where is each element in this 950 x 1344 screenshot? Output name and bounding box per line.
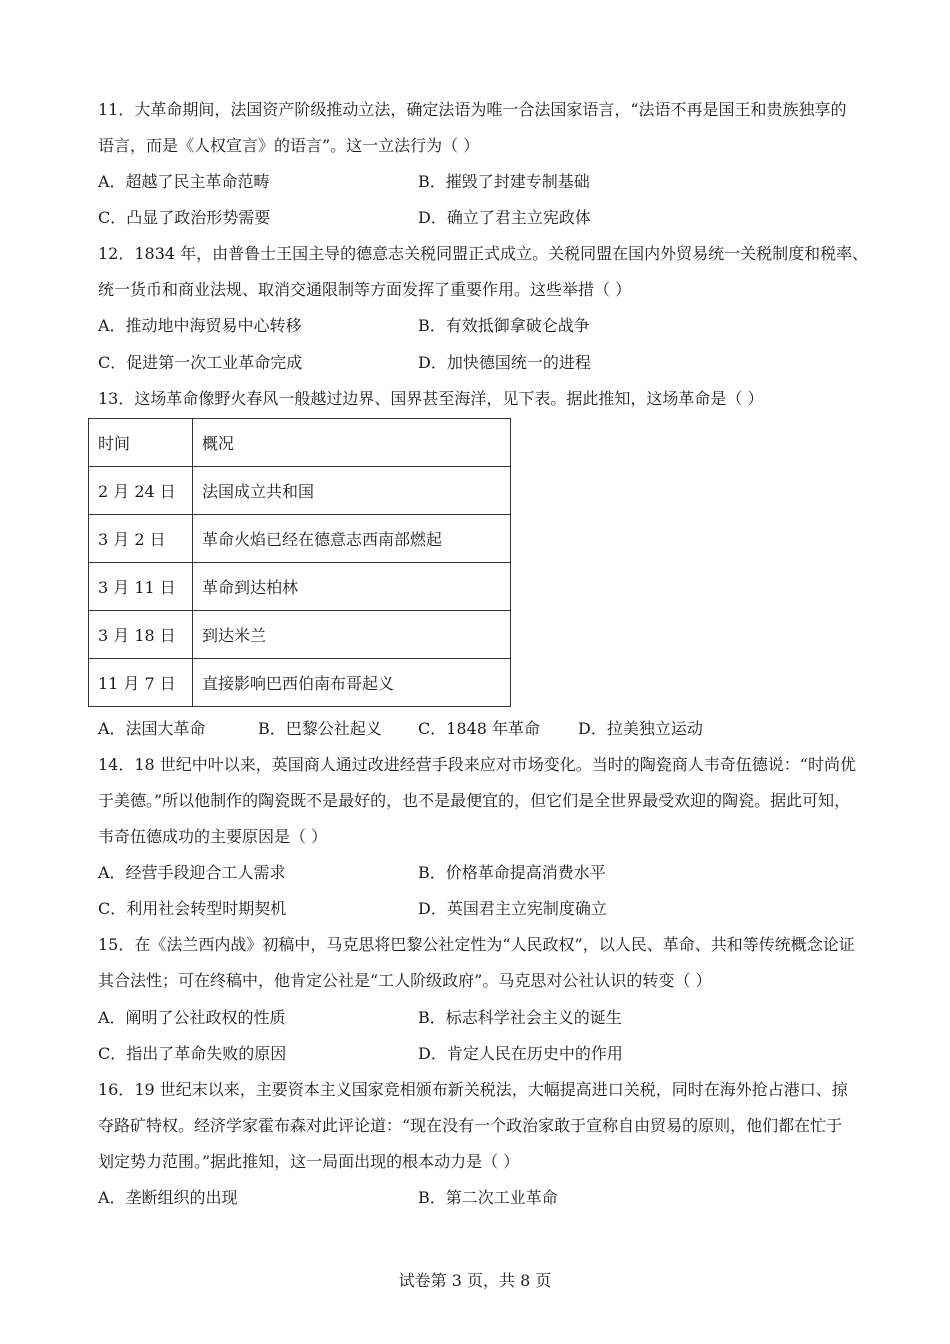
question-12-option-c: C．促进第一次工业革命完成: [98, 353, 303, 372]
question-14-option-b: B．价格革命提高消费水平: [418, 863, 606, 882]
question-16-line-2: 夺路矿特权。经济学家霍布森对此评论道：“现在没有一个政治家敢于宣称自由贸易的原则，他们都在忙于: [98, 1116, 843, 1135]
table-row: [89, 611, 511, 659]
revolution-timeline-table: [88, 418, 511, 707]
table-cell-date: 3 月 2 日: [89, 515, 193, 563]
question-13-option-c: C．1848 年革命: [418, 719, 541, 738]
question-16-option-a: A．垄断组织的出现: [98, 1188, 238, 1207]
question-14-option-d: D．英国君主立宪制度确立: [418, 899, 607, 918]
table-cell-date: 3 月 18 日: [89, 611, 193, 659]
table-header-row: [89, 419, 511, 467]
question-15-line-2: 其合法性；可在终稿中，他肯定公社是“工人阶级政府”。马克思对公社认识的转变（ ）: [98, 971, 712, 990]
question-11-option-b: B．摧毁了封建专制基础: [418, 172, 590, 191]
table-row: [89, 563, 511, 611]
page-footer: 试卷第 3 页，共 8 页: [398, 1271, 552, 1290]
question-11-option-a: A．超越了民主革命范畴: [98, 172, 270, 191]
question-12-line-1: 12．1834 年，由普鲁士王国主导的德意志关税同盟正式成立。关税同盟在国内外贸易统一关税制度和税率、: [98, 244, 869, 263]
question-15-option-c: C．指出了革命失败的原因: [98, 1044, 287, 1063]
question-12-option-d: D．加快德国统一的进程: [418, 353, 591, 372]
question-15-line-1: 15．在《法兰西内战》初稿中，马克思将巴黎公社定性为“人民政权”，以人民、革命、共和等传统概念论证: [98, 935, 855, 954]
question-13-option-d: D．拉美独立运动: [578, 719, 703, 738]
question-16-option-b: B．第二次工业革命: [418, 1188, 558, 1207]
table-row: [89, 515, 511, 563]
table-cell-date: 2 月 24 日: [89, 467, 193, 515]
question-16-line-1: 16．19 世纪末以来，主要资本主义国家竞相颁布新关税法，大幅提高进口关税，同时在海外抢占港口、掠: [98, 1080, 848, 1099]
question-14-option-a: A．经营手段迎合工人需求: [98, 863, 286, 882]
table-header-time: 时间: [89, 419, 193, 467]
question-11-option-c: C．凸显了政治形势需要: [98, 208, 271, 227]
question-12-line-2: 统一货币和商业法规、取消交通限制等方面发挥了重要作用。这些举措（ ）: [98, 280, 632, 299]
table-cell-summary: 法国成立共和国: [193, 467, 511, 515]
question-13-option-a: A．法国大革命: [98, 719, 206, 738]
question-14-line-2: 于美德。”所以他制作的陶瓷既不是最好的，也不是最便宜的，但它们是全世界最受欢迎的陶瓷。据此可知，: [98, 791, 851, 810]
table-row: [89, 659, 511, 707]
table-cell-summary: 直接影响巴西伯南布哥起义: [193, 659, 511, 707]
question-13-option-b: B．巴黎公社起义: [258, 719, 382, 738]
question-14-line-1: 14．18 世纪中叶以来，英国商人通过改进经营手段来应对市场变化。当时的陶瓷商人韦奇伍德说：“时尚优: [98, 755, 856, 774]
question-11-line-2: 语言，而是《人权宣言》的语言”。这一立法行为（ ）: [98, 136, 480, 155]
question-15-option-d: D．肯定人民在历史中的作用: [418, 1044, 623, 1063]
table-cell-summary: 革命到达柏林: [193, 563, 511, 611]
question-11-line-1: 11．大革命期间，法国资产阶级推动立法，确定法语为唯一合法国家语言，“法语不再是国王和贵族独享的: [98, 100, 847, 119]
table-cell-date: 11 月 7 日: [89, 659, 193, 707]
question-12-option-a: A．推动地中海贸易中心转移: [98, 316, 302, 335]
question-14-line-3: 韦奇伍德成功的主要原因是（ ）: [98, 827, 328, 846]
question-14-option-c: C．利用社会转型时期契机: [98, 899, 287, 918]
table-cell-summary: 革命火焰已经在德意志西南部燃起: [193, 515, 511, 563]
question-11-option-d: D．确立了君主立宪政体: [418, 208, 591, 227]
table-header-summary: 概况: [193, 419, 511, 467]
question-13-line-1: 13．这场革命像野火春风一般越过边界、国界甚至海洋，见下表。据此推知，这场革命是（ ）: [98, 389, 764, 408]
table-cell-summary: 到达米兰: [193, 611, 511, 659]
question-15-option-b: B．标志科学社会主义的诞生: [418, 1008, 622, 1027]
table-cell-date: 3 月 11 日: [89, 563, 193, 611]
question-12-option-b: B．有效抵御拿破仑战争: [418, 316, 590, 335]
question-15-option-a: A．阐明了公社政权的性质: [98, 1008, 286, 1027]
question-16-line-3: 划定势力范围。”据此推知，这一局面出现的根本动力是（ ）: [98, 1152, 520, 1171]
table-row: [89, 467, 511, 515]
